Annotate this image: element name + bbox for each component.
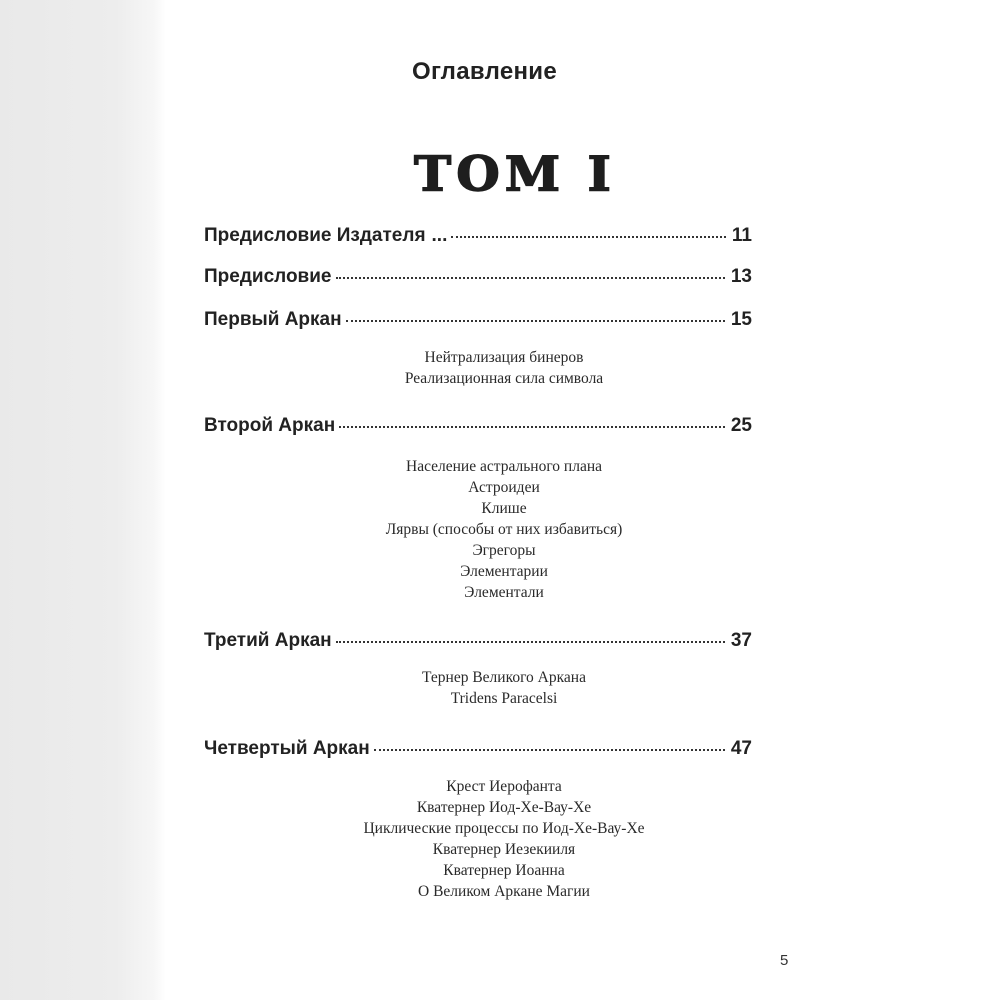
subsection-item[interactable]: Кватернер Иоанна (443, 862, 565, 879)
subsection-list-fourth-arcanum (204, 776, 804, 902)
toc-entry-title: Предисловие (204, 266, 332, 287)
subsection-item[interactable]: Элементарии (460, 563, 548, 580)
toc-entry-page: 13 (730, 266, 752, 287)
subsection-item[interactable]: Астроидеи (468, 479, 540, 496)
dot-leader (336, 641, 725, 643)
dot-leader (451, 236, 726, 238)
toc-entry-third-arcanum[interactable] (204, 630, 752, 652)
volume-title: ТОМ I (414, 146, 616, 203)
subsection-item[interactable]: Население астрального плана (406, 458, 602, 475)
toc-entry-title: Третий Аркан (204, 630, 332, 651)
subsection-item[interactable]: Циклические процессы по Иод-Хе-Вау-Хе (363, 820, 645, 837)
subsection-item[interactable]: Элементали (464, 584, 544, 601)
toc-entry-publisher-preface[interactable] (204, 225, 752, 247)
subsection-item[interactable]: Tridens Paracelsi (450, 690, 558, 707)
toc-entry-title: Четвертый Аркан (204, 738, 370, 759)
subsection-item[interactable]: О Великом Аркане Магии (418, 883, 590, 900)
toc-entry-title: Первый Аркан (204, 309, 342, 330)
toc-entry-title: Второй Аркан (204, 415, 336, 436)
dot-leader (374, 749, 725, 751)
subsection-item[interactable]: Клише (481, 500, 527, 517)
page-number: 5 (780, 952, 789, 969)
binding-gutter (0, 0, 166, 1000)
toc-entry-preface[interactable] (204, 266, 752, 288)
dot-leader (339, 426, 725, 428)
subsection-list-second-arcanum (204, 456, 804, 603)
toc-entry-fourth-arcanum[interactable] (204, 738, 752, 760)
toc-entry-page: 15 (730, 309, 752, 330)
subsection-item[interactable]: Кватернер Иод-Хе-Вау-Хе (416, 799, 592, 816)
toc-entry-page: 47 (730, 738, 752, 759)
subsection-list-third-arcanum (204, 667, 804, 709)
toc-heading: Оглавление (412, 58, 557, 85)
subsection-item[interactable]: Крест Иерофанта (446, 778, 562, 795)
dot-leader (346, 320, 725, 322)
toc-entry-title: Предисловие Издателя (204, 225, 426, 246)
subsection-list-first-arcanum (204, 347, 804, 389)
toc-entry-first-arcanum[interactable] (204, 309, 752, 331)
toc-entry-page: 11 (731, 225, 752, 246)
subsection-item[interactable]: Тернер Великого Аркана (422, 669, 586, 686)
toc-entry-page: 37 (730, 630, 752, 651)
toc-entry-page: 25 (730, 415, 752, 436)
subsection-item[interactable]: Реализационная сила символа (404, 370, 604, 387)
subsection-item[interactable]: Кватернер Иезекииля (432, 841, 576, 858)
subsection-item[interactable]: Нейтрализация бинеров (424, 349, 584, 366)
toc-entry-second-arcanum[interactable] (204, 415, 752, 437)
toc-entry-ellipsis: ... (431, 225, 448, 246)
dot-leader (336, 277, 725, 279)
subsection-item[interactable]: Лярвы (способы от них избавиться) (385, 521, 623, 538)
subsection-item[interactable]: Эгрегоры (472, 542, 536, 559)
